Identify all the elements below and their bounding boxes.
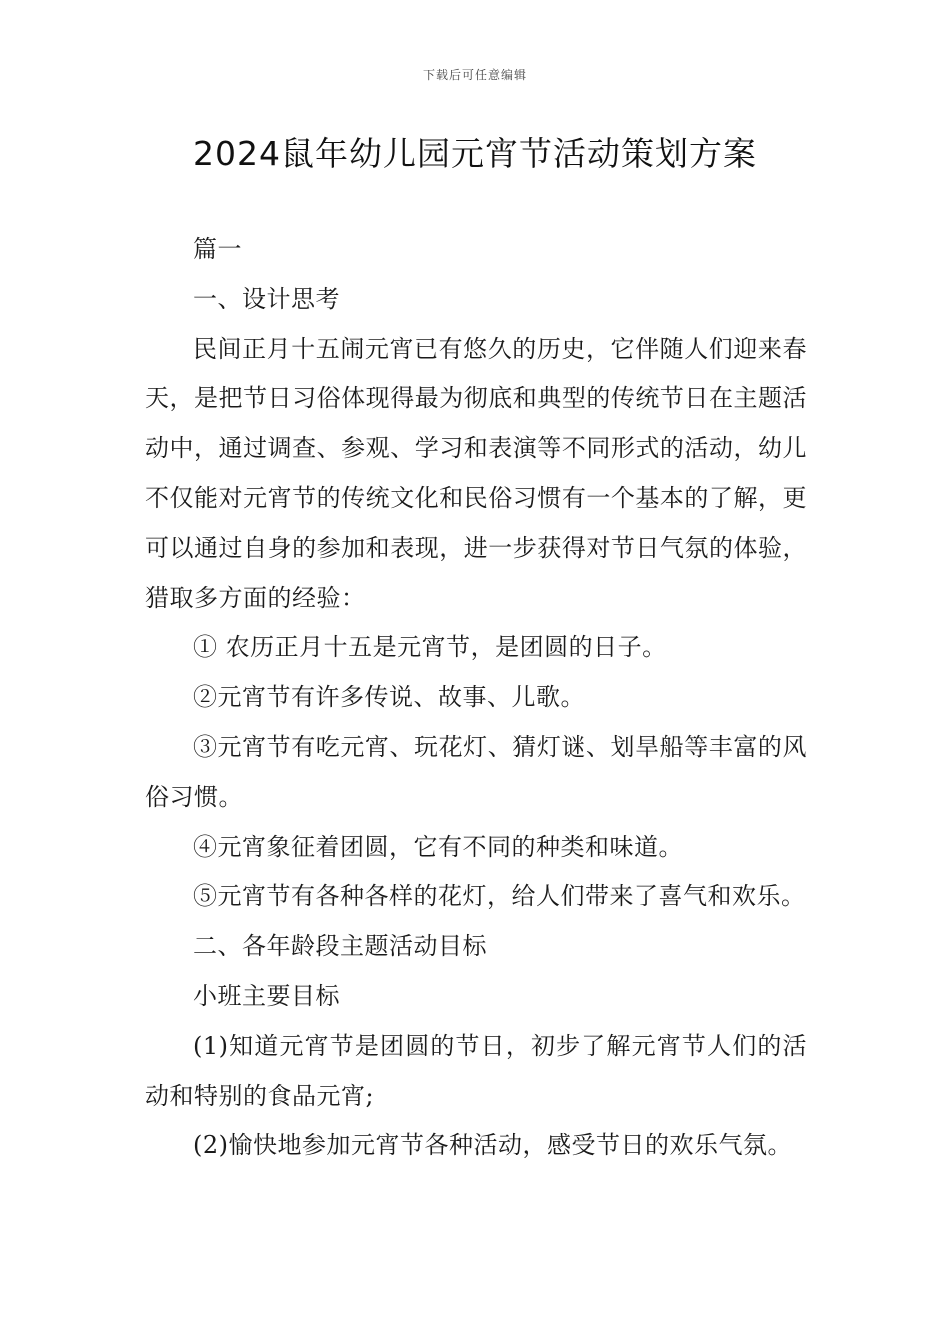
list-item-5: ⑤元宵节有各种各样的花灯，给人们带来了喜气和欢乐。 [193, 882, 806, 911]
list-item-2: ②元宵节有许多传说、故事、儿歌。 [193, 683, 585, 712]
goal-item-1: (1)知道元宵节是团圆的节日，初步了解元宵节人们的活动和特别的食品元宵; [145, 1031, 807, 1110]
section-heading-design-thinking: 一、设计思考 [193, 284, 340, 313]
document-body [145, 225, 807, 1171]
goal-item-2: (2)愉快地参加元宵节各种活动，感受节日的欢乐气氛。 [193, 1131, 792, 1160]
section-heading-goals: 二、各年龄段主题活动目标 [193, 932, 487, 961]
section-label-part-one: 篇一 [193, 235, 242, 263]
list-item-3: ③元宵节有吃元宵、玩花灯、猜灯谜、划旱船等丰富的风俗习惯。 [145, 732, 807, 811]
list-item-1: ① 农历正月十五是元宵节，是团圆的日子。 [193, 633, 667, 662]
header-note: 下载后可任意编辑 [422, 68, 527, 82]
paragraph-intro: 民间正月十五闹元宵已有悠久的历史，它伴随人们迎来春天，是把节日习俗体现得最为彻底和典型的传统节日在主题活动中，通过调查、参观、学习和表演等不同形式的活动，幼儿不仅能对元宵节的传统文化和民俗习惯有一个基本的了解，更可以通过自身的参加和表现，进一步获得对节日气氛的体验，猎取多方面的经验： [145, 334, 807, 612]
document-title: 2024鼠年幼儿园元宵节活动策划方案 [193, 134, 757, 173]
list-item-4: ④元宵象征着团圆，它有不同的种类和味道。 [193, 832, 683, 861]
subheading-small-class: 小班主要目标 [193, 981, 340, 1010]
